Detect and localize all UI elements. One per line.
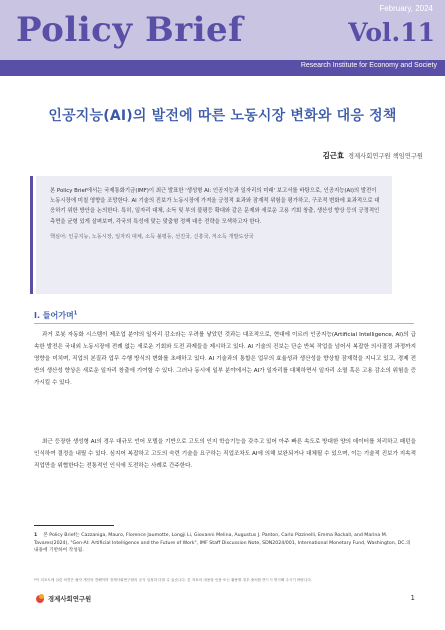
section-divider [34, 323, 414, 324]
footnote-divider [34, 525, 114, 526]
brand-title: Policy Brief [16, 10, 244, 50]
footnote-number: 1 [34, 533, 38, 538]
page-number: 1 [410, 594, 415, 602]
volume-number: Vol.11 [348, 18, 435, 47]
body-paragraph-2: 최근 등장한 생성형 AI의 경우 대규모 언어 모델을 기반으로 고도의 인지 학습기능을 갖추고 있어 아주 빠른 속도로 방대한 양의 데이터를 처리하고 패턴을 인식하여 결정을 내릴 수 있다. 심지어 복잡하고 고도의 숙련 기술을 요구하는 직업조차도 AI에 의해 보완되거나 대체될 수 있으며, 이는 기술적 진보가 지속적 직업만을 위협한다는 전통적인 인식에 도전하는 사례로 간주한다. [34, 439, 416, 469]
footnote [34, 532, 414, 555]
logo-icon [36, 595, 44, 603]
issue-date: February, 2024 [379, 4, 433, 13]
summary-box [36, 176, 392, 294]
footnote-ref[interactable]: 1 [73, 310, 78, 317]
institute-name: Research Institute for Economy and Society [300, 62, 437, 69]
org-logo [36, 594, 91, 603]
org-name: 경제사회연구원 [48, 595, 92, 603]
keywords: 핵심어: 인공지능, 노동시장, 일자리 대체, 소득 불평등, 선진국, 신흥국, 저소득 개발도상국 [50, 233, 254, 240]
footnote-text: 본 Policy Brief는 Cazzaniga, Mauro, Florence Jaumotte, Longji Li, Giovanni Melina, Augustus J. Panton, Carlo Pizzinelli, Emma Rockall, and Marina M. Tavares(2024), "Gen-AI: Artificial Intelligence and the Future of Work", IMF Staff Discussion Note, SDN2024/001, International Monetary Fund, Washington, DC.의 내용에 기반하여 작성됨. [34, 533, 411, 553]
disclaimer: *이 리포트에 실린 의견은 필자 개인의 견해이며 경제사회연구원의 공식 입장과 다를 수 있습니다. 본 자료의 내용을 인용 또는 활용할 경우 출처를 반드시 명시해 주시기 바랍니다. [34, 578, 312, 582]
article-title: 인공지능(AI)의 발전에 따른 노동시장 변화와 대응 정책 [48, 108, 397, 124]
section-heading-text: I. 들어가며 [34, 311, 74, 320]
summary-text: 본 Policy Brief에서는 국제통화기금(IMF)이 최근 발표한 '생성형 AI: 인공지능과 일자리의 미래' 보고서를 바탕으로, 인공지능(AI)의 발전이 노동시장에 미칠 영향을 조망한다. AI 기술의 진보가 노동시장에 가져올 긍정적 효과와 잠재적 위험을 평가하고, 구조적 변화에 효과적으로 대응하기 위한 방안을 논의한다. 특히, 일자리 대체, 소득 및 부의 불평등 확대와 같은 문제와 새로운 고용 기회 창출, 생산성 향상 등의 긍정적인 측면을 균형 있게 살펴보며, 각국의 특성에 맞는 맞춤형 정책 대응 전략을 모색하고자 한다. [50, 188, 380, 225]
author-affiliation: 경제사회연구원 책임연구원 [348, 153, 423, 160]
author-name: 김근효 [322, 151, 344, 160]
section-heading [34, 310, 77, 321]
body-paragraph-1: 과거 로봇 자동화 시스템이 제조업 분야의 일자리 감소라는 우려를 낳았던 것과는 대조적으로, 현대에 이르러 인공지능(Artificial Intelligence, AI)의 급속한 발전은 국내외 노동시장에 전례 없는 새로운 기회와 도전 과제들을 제시하고 있다. AI 기술의 진보는 단순 반복 작업을 넘어서 복잡한 의사결정 과정까지 영향을 미치며, 직업의 본질과 업무 수행 방식의 변화를 초래하고 있다. AI 기술과의 통합은 업무의 효율성과 생산성을 향상할 잠재력을 지니고 있고, 경제 전반의 생산성 향상은 새로운 일자리 창출에 기여할 수 있다. 그러나 동시에 일부 분야에서는 AI가 일자리를 대체하면서 일자리 소멸 혹은 고용 감소의 위험을 증가시킬 수 있다. [34, 332, 416, 386]
summary-accent-bar [30, 176, 33, 294]
author-line [323, 150, 423, 161]
